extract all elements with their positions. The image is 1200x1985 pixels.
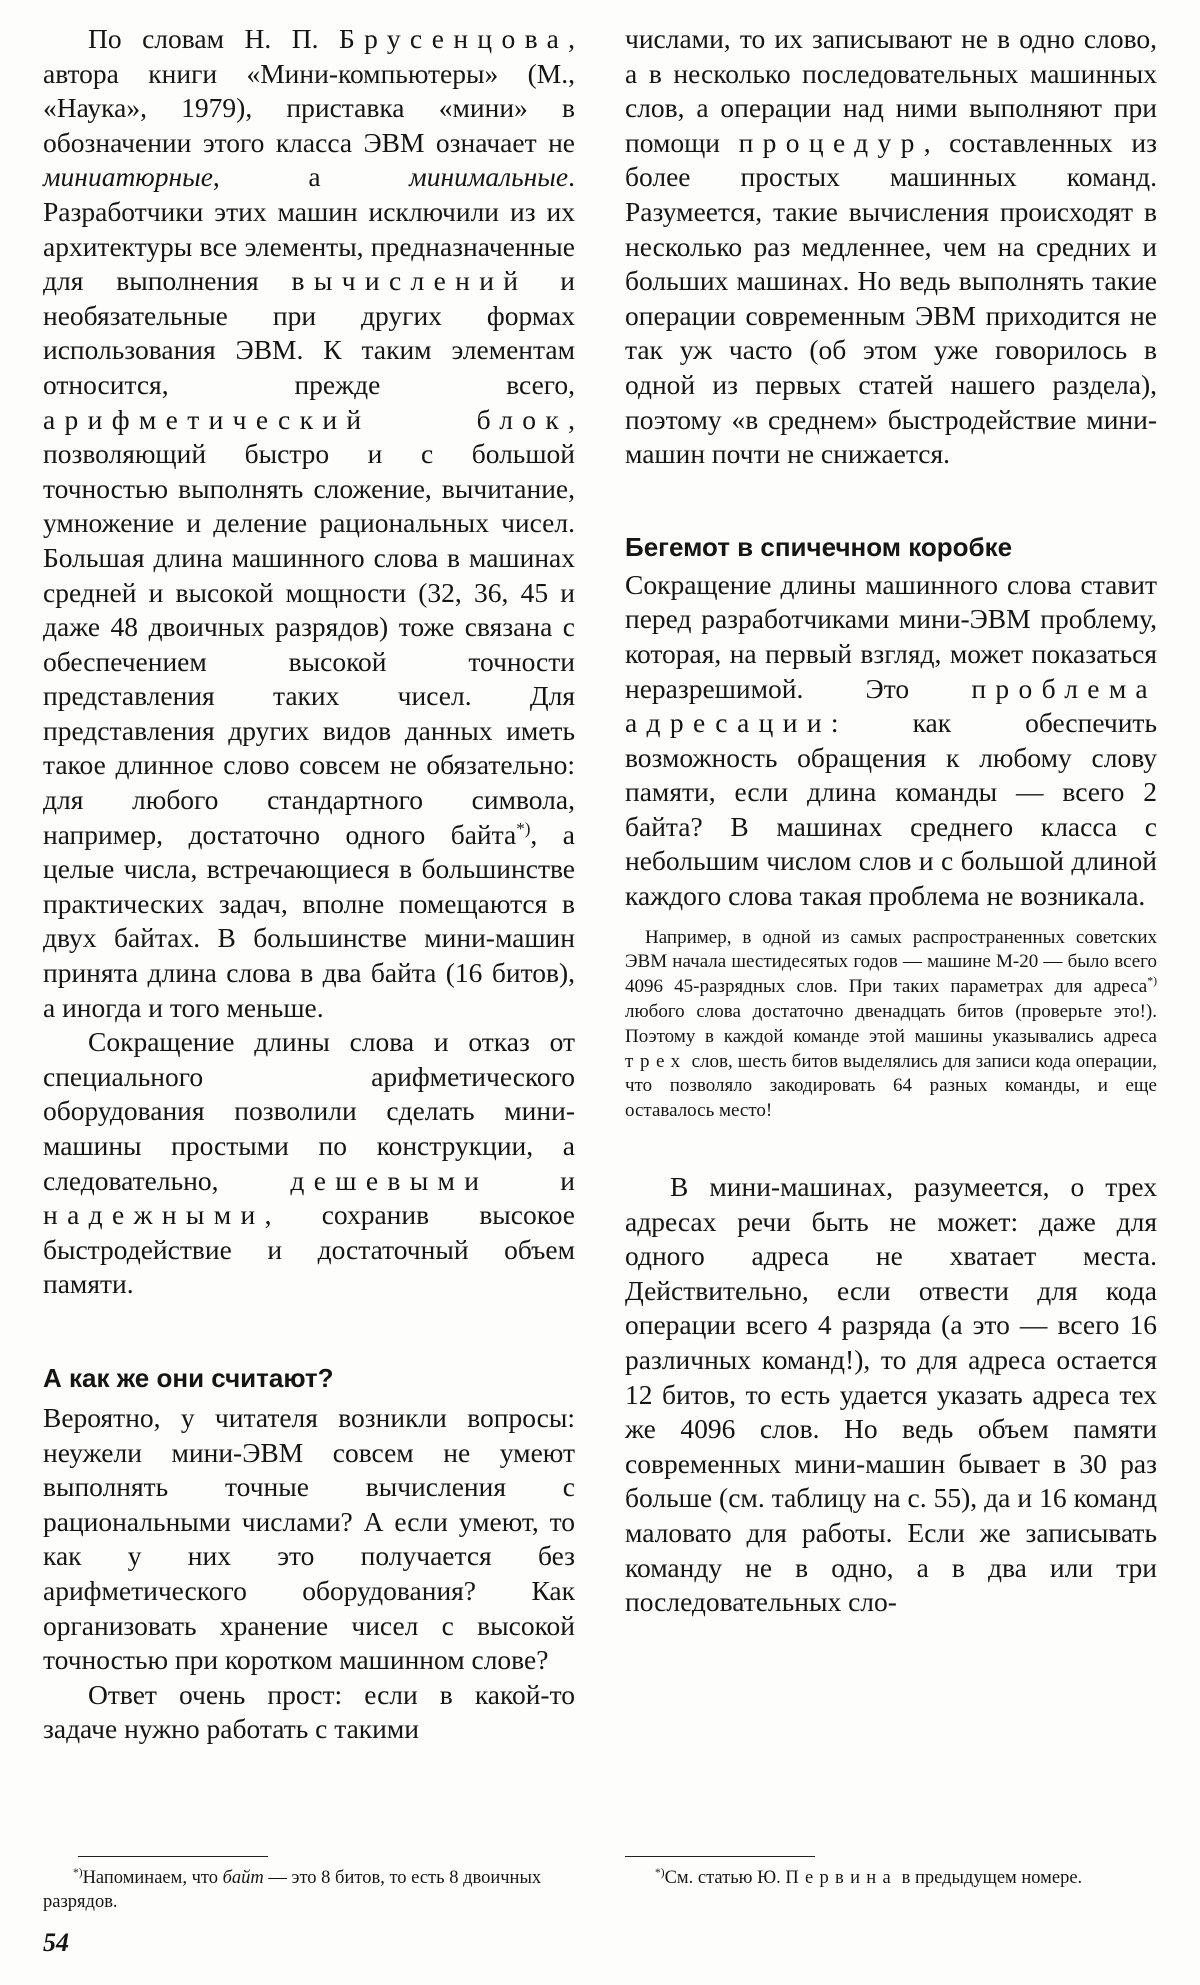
section-heading-hippo: Бегемот в спичечном коробке — [625, 531, 1013, 562]
footnote-rule-left — [78, 1856, 268, 1857]
left-paragraph-4: Ответ очень прост: если в какой-то задаче нужно работать с такими — [43, 1678, 575, 1745]
right-paragraph-3: В мини-машинах, разумеется, о трех адресах речи быть не может: даже для одного адреса не хватает места. Действительно, если отвести для кода операции всего 4 разряда (а это — всего 16 различных команд!), то для адреса остается 12 битов, то есть удается указать адреса тех же 4096 слов. Но ведь объем памяти современных мини-машин бывает в 30 раз больше (см. таблицу на с. 55), да и 16 команд маловато для работы. Если же записывать команду не в одно, а в два или три последовательных сло- — [625, 1171, 1157, 1618]
left-paragraph-2: Сокращение длины слова и отказ от специального арифметического оборудования позволили сделать мини-машины простыми по конструкции, а следовательно, дешевыми и надежными, сохранив высокое быстродействие и достаточный объем памяти. — [43, 1026, 575, 1300]
left-paragraph-3: Вероятно, у читателя возникли вопросы: неужели мини-ЭВМ совсем не умеют выполнять точные вычисления с рациональными числами? А если умеют, то как у них это получается без арифметического оборудования? Как организовать хранение чисел с высокой точностью при коротком машинном слове? — [43, 1401, 575, 1676]
right-paragraph-2: Сокращение длины машинного слова ставит перед разработчиками мини-ЭВМ проблему, которая, на первый взгляд, может показаться неразрешимой. Это проблема адресации: как обеспечить возможность обращения к любому слову памяти, если длина команды — всего 2 байта? В машинах среднего класса с небольшим числом слов и с большой длиной каждого слова такая проблема не возникала. — [625, 568, 1157, 912]
right-paragraph-1: числами, то их записывают не в одно слово, а в несколько последовательных машинных слов, а операции над ними выполняют при помощи процедур, составленных из более простых машинных команд. Разумеется, такие вычисления происходят в несколько раз медленнее, чем на средних и больших машинах. Но ведь выполнять такие операции современным ЭВМ приходится не так уж часто (об этом уже говорилось в одной из первых статей нашего раздела), поэтому «в среднем» быстродействие мини-машин почти не снижается. — [625, 23, 1157, 470]
note-m20: Например, в одной из самых распространенных советских ЭВМ начала шестидесятых годов — машине М-20 — было всего 4096 45-разрядных слов. При таких параметрах для адреса*) любого слова достаточно двенадцать битов (проверьте это!). Поэтому в каждой команде этой машины указывались адреса трех слов, шесть битов выделялись для записи кода операции, что позволяло закодировать 64 разных команды, и еще оставалось место! — [625, 926, 1157, 1122]
footnote-rule-right — [625, 1856, 815, 1857]
footnote-right: *)См. статью Ю. Первина в предыдущем номере. — [655, 1866, 1083, 1888]
footnote-left: *)Напоминаем, что байт — это 8 битов, то есть 8 двоичных разрядов. — [43, 1866, 542, 1912]
left-column — [43, 22, 575, 1747]
left-paragraph-1: По словам Н. П. Брусенцова, автора книги «Мини-компьютеры» (М., «Наука», 1979), приставка «мини» в обозначении этого класса ЭВМ означает не миниатюрные, а минимальные. Разработчики этих машин исключили из их архитектуры все элементы, предназначенные для выполнения вычислений и необязательные при других формах использования ЭВМ. К таким элементам относится, прежде всего, арифметический блок, позволяющий быстро и с большой точностью выполнять сложение, вычитание, умножение и деление рациональных чисел. Большая длина машинного слова в машинах средней и высокой мощности (32, 36, 45 и даже 48 двоичных разрядов) тоже связана с обеспечением высокой точности представления таких чисел. Для представления других видов данных иметь такое длинное слово совсем не обязательно: для любого стандартного символа, например, достаточно одного байта*), а целые числа, встречающиеся в большинстве практических задач, вполне помещаются в двух байтах. В большинстве мини-машин принята длина слова в два байта (16 битов), а иногда и того меньше. — [43, 23, 575, 1023]
page-number: 54 — [43, 1928, 69, 1957]
section-heading-calculation: А как же они считают? — [43, 1362, 334, 1393]
right-column — [625, 22, 1157, 1620]
